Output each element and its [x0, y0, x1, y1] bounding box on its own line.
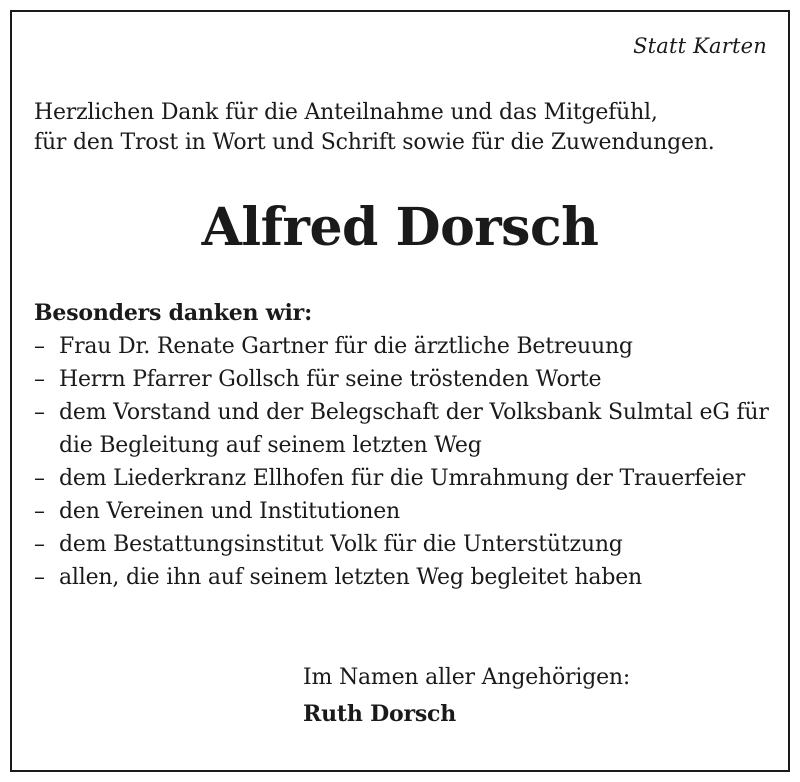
dash-bullet: –	[34, 400, 45, 425]
thanks-item-text: dem Bestattungsinstitut Volk für die Unterstützung	[59, 532, 623, 557]
dash-bullet: –	[34, 367, 45, 392]
thanks-item-text: Frau Dr. Renate Gartner für die ärztliche Betreuung	[59, 334, 633, 359]
intro-line-2: für den Trost in Wort und Schrift sowie für die Zuwendungen.	[34, 130, 715, 155]
dash-bullet: –	[34, 499, 45, 524]
thanks-item-text: Herrn Pfarrer Gollsch für seine tröstenden Worte	[59, 367, 602, 392]
thanks-item	[34, 528, 774, 561]
dash-bullet: –	[34, 334, 45, 359]
thanks-section	[34, 297, 774, 594]
intro-line-1: Herzlichen Dank für die Anteilnahme und das Mitgefühl,	[34, 100, 658, 125]
thanks-item	[34, 495, 774, 528]
thanks-item	[34, 462, 774, 495]
dash-bullet: –	[34, 565, 45, 590]
signer-name: Ruth Dorsch	[303, 701, 457, 727]
thanks-item-text: allen, die ihn auf seinem letzten Weg begleitet haben	[59, 565, 643, 590]
dash-bullet: –	[34, 466, 45, 491]
thanks-item-text: dem Liederkranz Ellhofen für die Umrahmung der Trauerfeier	[59, 466, 746, 491]
closing-block	[303, 660, 630, 732]
thanks-list	[34, 330, 774, 594]
thanks-item	[34, 396, 774, 462]
deceased-name: Alfred Dorsch	[201, 197, 599, 258]
thanks-item	[34, 363, 774, 396]
thanks-heading: Besonders danken wir:	[34, 300, 312, 326]
thanks-item	[34, 330, 774, 363]
intro-text	[34, 98, 754, 158]
closing-phrase: Im Namen aller Angehörigen:	[303, 665, 631, 690]
thanks-item-text: den Vereinen und Institutionen	[59, 499, 401, 524]
thanks-item	[34, 561, 774, 594]
statt-karten-note: Statt Karten	[633, 34, 767, 58]
thanks-item-text: dem Vorstand und der Belegschaft der Volksbank Sulmtal eG für die Begleitung auf seinem letzten Weg	[59, 400, 769, 458]
dash-bullet: –	[34, 532, 45, 557]
